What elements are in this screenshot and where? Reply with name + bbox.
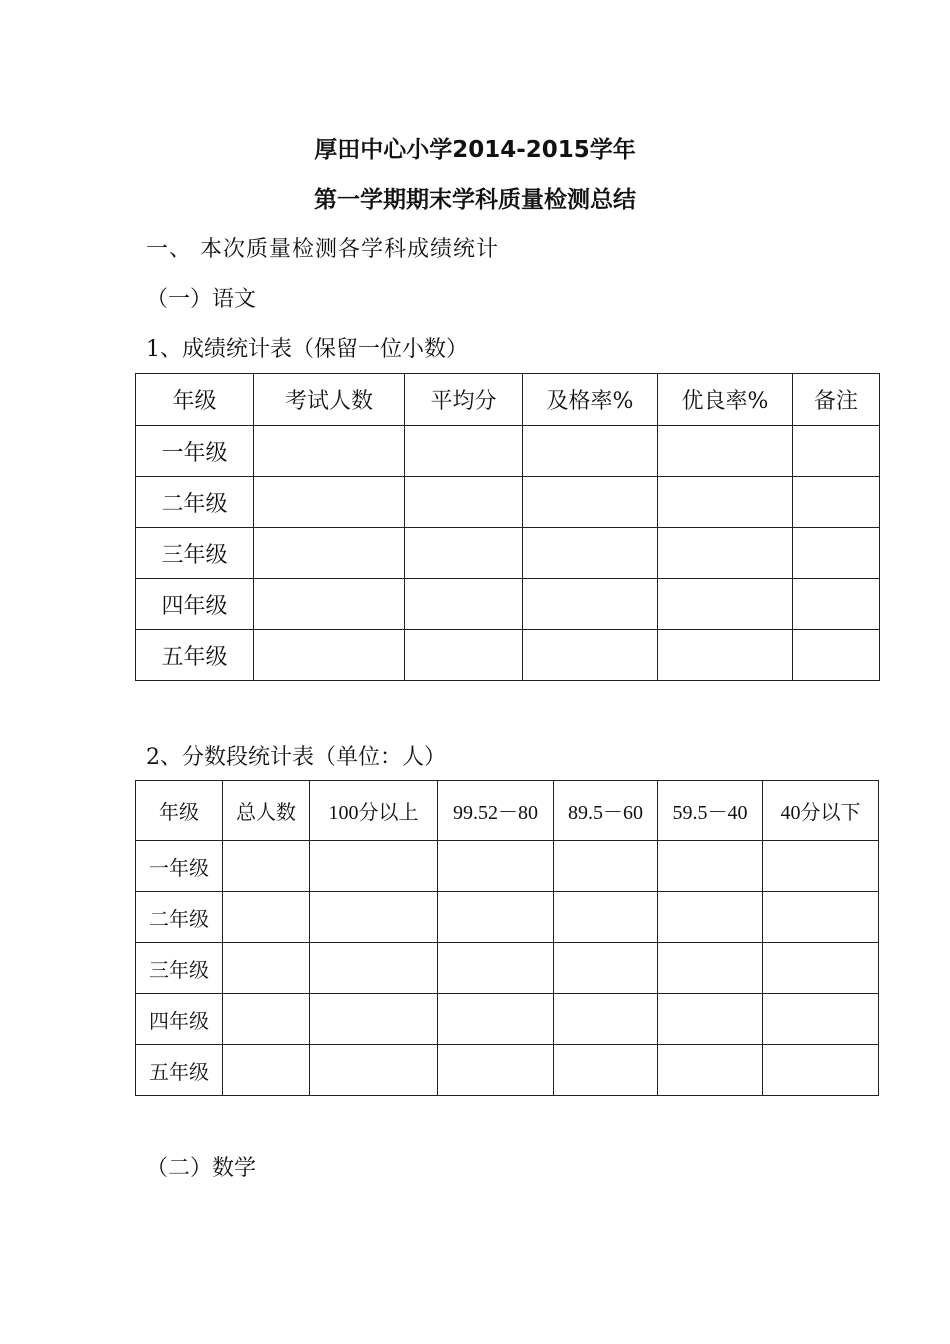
data-cell	[223, 892, 310, 943]
table-header-row	[136, 781, 879, 841]
data-cell	[763, 994, 879, 1045]
grade-cell: 二年级	[136, 477, 254, 528]
table-row	[136, 1045, 879, 1096]
data-cell	[438, 841, 554, 892]
table-row	[136, 426, 880, 477]
table-row	[136, 630, 880, 681]
header-cell: 100分以上	[310, 781, 438, 841]
grade-cell: 一年级	[136, 426, 254, 477]
score-statistics-table	[135, 373, 880, 681]
data-cell	[438, 943, 554, 994]
data-cell	[310, 892, 438, 943]
data-cell	[254, 579, 405, 630]
grade-cell: 五年级	[136, 1045, 223, 1096]
header-cell: 年级	[136, 374, 254, 426]
table2-caption: 2、分数段统计表（单位：人）	[146, 745, 446, 770]
table-row	[136, 841, 879, 892]
document-title-line1: 厚田中心小学2014-2015学年	[314, 137, 636, 163]
data-cell	[658, 1045, 763, 1096]
data-cell	[223, 943, 310, 994]
data-cell	[658, 630, 793, 681]
data-cell	[310, 943, 438, 994]
header-cell: 考试人数	[254, 374, 405, 426]
data-cell	[554, 943, 658, 994]
data-cell	[554, 841, 658, 892]
data-cell	[523, 528, 658, 579]
data-cell	[438, 1045, 554, 1096]
data-cell	[254, 477, 405, 528]
table-row	[136, 994, 879, 1045]
data-cell	[405, 528, 523, 579]
data-cell	[405, 630, 523, 681]
header-cell: 备注	[793, 374, 880, 426]
document-title-line2: 第一学期期末学科质量检测总结	[314, 187, 636, 213]
data-cell	[658, 892, 763, 943]
data-cell	[405, 426, 523, 477]
subsection-chinese: （一）语文	[146, 287, 257, 312]
data-cell	[223, 1045, 310, 1096]
data-cell	[658, 477, 793, 528]
data-cell	[438, 892, 554, 943]
data-cell	[793, 528, 880, 579]
data-cell	[310, 994, 438, 1045]
grade-cell: 一年级	[136, 841, 223, 892]
grade-cell: 三年级	[136, 528, 254, 579]
data-cell	[658, 426, 793, 477]
data-cell	[310, 1045, 438, 1096]
data-cell	[223, 994, 310, 1045]
data-cell	[763, 1045, 879, 1096]
header-cell: 59.5－40	[658, 781, 763, 841]
table-header-row	[136, 374, 880, 426]
section-heading: 一、 本次质量检测各学科成绩统计	[146, 237, 499, 262]
data-cell	[658, 579, 793, 630]
data-cell	[523, 630, 658, 681]
data-cell	[254, 426, 405, 477]
data-cell	[658, 528, 793, 579]
table-row	[136, 477, 880, 528]
data-cell	[438, 994, 554, 1045]
data-cell	[793, 426, 880, 477]
table-row	[136, 943, 879, 994]
data-cell	[254, 630, 405, 681]
grade-cell: 四年级	[136, 579, 254, 630]
header-cell: 40分以下	[763, 781, 879, 841]
table-row	[136, 579, 880, 630]
data-cell	[554, 1045, 658, 1096]
header-cell: 年级	[136, 781, 223, 841]
grade-cell: 五年级	[136, 630, 254, 681]
header-cell: 平均分	[405, 374, 523, 426]
score-range-table	[135, 780, 879, 1096]
data-cell	[763, 943, 879, 994]
data-cell	[223, 841, 310, 892]
data-cell	[554, 892, 658, 943]
data-cell	[405, 579, 523, 630]
data-cell	[523, 579, 658, 630]
data-cell	[658, 841, 763, 892]
data-cell	[763, 841, 879, 892]
data-cell	[310, 841, 438, 892]
data-cell	[254, 528, 405, 579]
grade-cell: 三年级	[136, 943, 223, 994]
data-cell	[658, 943, 763, 994]
subsection-math: （二）数学	[146, 1156, 257, 1181]
table-row	[136, 892, 879, 943]
data-cell	[658, 994, 763, 1045]
data-cell	[523, 426, 658, 477]
data-cell	[793, 630, 880, 681]
data-cell	[523, 477, 658, 528]
table1-caption: 1、成绩统计表（保留一位小数）	[146, 337, 468, 362]
header-cell: 及格率%	[523, 374, 658, 426]
grade-cell: 二年级	[136, 892, 223, 943]
data-cell	[405, 477, 523, 528]
grade-cell: 四年级	[136, 994, 223, 1045]
data-cell	[793, 477, 880, 528]
data-cell	[793, 579, 880, 630]
table-row	[136, 528, 880, 579]
data-cell	[763, 892, 879, 943]
header-cell: 优良率%	[658, 374, 793, 426]
header-cell: 89.5－60	[554, 781, 658, 841]
header-cell: 总人数	[223, 781, 310, 841]
data-cell	[554, 994, 658, 1045]
header-cell: 99.52－80	[438, 781, 554, 841]
